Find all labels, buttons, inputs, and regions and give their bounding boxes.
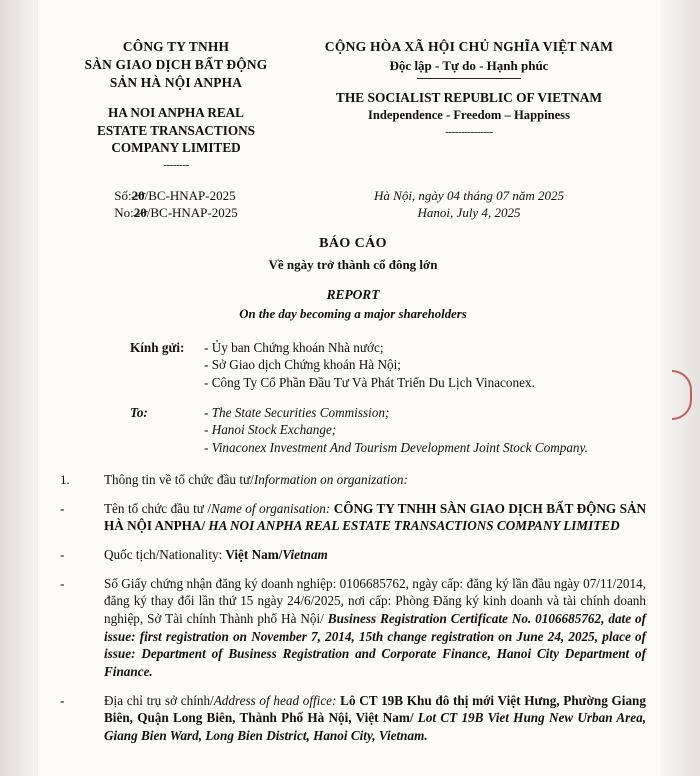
company-name-en-line-3: COMPANY LIMITED [111, 140, 241, 156]
bullet-nationality [60, 546, 646, 564]
date-block [292, 187, 646, 222]
company-name-vn-line-1: CÔNG TY TNHH [122, 39, 230, 54]
national-header-block [292, 38, 646, 177]
recipient-item: - Vinaconex Investment And Tourism Development Joint Stock Company. [204, 440, 588, 456]
bullet-label-vn: Địa chỉ trụ sở chính/ [104, 692, 214, 708]
bullet-dash: - [60, 500, 65, 516]
bullet-value-en: Lot CT 19B Viet Hung New Urban Area, Giang Bien Ward, Long Bien District, Hanoi City, Vietnam. [104, 710, 646, 744]
recipients-label-en: To: [130, 404, 148, 420]
bullet-head-office-address [60, 692, 646, 745]
recipient-item: - Sở Giao dịch Chứng khoán Hà Nội; [204, 357, 401, 373]
reference-number-en: 20 [133, 205, 147, 221]
company-name-vn-line-2: SÀN GIAO DỊCH BẤT ĐỘNG [84, 56, 268, 72]
report-subtitle-en: On the day becoming a major shareholders [239, 306, 467, 321]
title-block [60, 235, 646, 322]
bullet-business-registration [60, 575, 646, 681]
recipient-item: - Ủy ban Chứng khoán Nhà nước; [204, 339, 384, 355]
bullet-value-en: Business Registration Certificate No. 0106685762, date of issue: first registration on November 7, 2014, 15th change registration on June 24, 2025, place of issue: Department of Business Registration and Corporate Finance, Hanoi City Department of Finance. [104, 610, 646, 680]
reference-suffix-en: /BC-HNAP-2025 [146, 205, 238, 221]
bullet-value-vn: Lô CT 19B Khu đô thị mới Việt Hưng, Phường Giang Biên, Quận Long Biên, Thành Phố Hà Nội, Việt Nam/ [104, 692, 646, 726]
recipient-item: - Hanoi Stock Exchange; [204, 422, 337, 438]
recipients-vn [60, 339, 646, 392]
section-1-heading-vn: Thông tin về tổ chức đầu tư/ [104, 471, 254, 487]
header-rule [417, 78, 521, 79]
bullet-label-vn: Tên tổ chức đầu tư / [104, 500, 212, 516]
bullet-value-vn: 0106685762, ngày cấp: đăng ký lần đầu ngày 07/11/2014, đăng ký thay đổi lần thứ 15 ngày 24/6/2025, nơi cấp: Phòng Đăng ký kinh doanh và tài chính doanh nghiệp, Sở Tài chính Thành phố Hà Nội/ [104, 575, 646, 626]
recipients-en [60, 404, 646, 457]
bullet-label-en: Name of organisation: [211, 500, 331, 516]
bullet-dash: - [60, 692, 65, 708]
section-1-heading-en: Information on organization: [253, 471, 408, 487]
document-header [60, 0, 646, 177]
national-title-vn: CỘNG HÒA XÃ HỘI CHỦ NGHĨA VIỆT NAM [324, 39, 614, 54]
national-motto-en: Independence - Freedom – Happiness [368, 107, 570, 122]
company-divider-dots: -------- [163, 158, 189, 171]
recipients-label-vn: Kính gửi: [130, 339, 185, 355]
company-name-vn-line-3: SẢN HÀ NỘI ANPHA [109, 74, 243, 90]
bullet-label-vn: Quốc tịch/Nationality: [104, 546, 223, 562]
reference-number-vn: 20 [131, 187, 145, 203]
reference-numbers [60, 187, 292, 222]
reference-label-vn: Số: [114, 187, 132, 203]
bullet-value-en: HA NOI ANPHA REAL ESTATE TRANSACTIONS COMPANY LIMITED [205, 518, 620, 534]
bullet-organisation-name [60, 500, 646, 535]
bullet-value-vn: CÔNG TY TNHH SÀN GIAO DỊCH BẤT ĐỘNG SẢN HÀ NỘI ANPHA/ [104, 500, 646, 534]
reference-suffix-vn: /BC-HNAP-2025 [144, 187, 236, 203]
recipient-item: - The State Securities Commission; [204, 404, 390, 420]
company-header-block [60, 38, 292, 177]
bullet-value-en: Vietnam [282, 546, 328, 562]
bullet-dash: - [60, 546, 65, 562]
report-subtitle-vn: Về ngày trở thành cổ đông lớn [268, 257, 438, 273]
report-title-vn: BÁO CÁO [319, 236, 387, 252]
date-vn: Hà Nội, ngày 04 tháng 07 năm 2025 [374, 187, 564, 203]
bullet-dash: - [60, 575, 65, 591]
reference-label-en: No: [114, 205, 134, 221]
national-motto-vn: Độc lập - Tự do - Hạnh phúc [389, 58, 549, 74]
bullet-label-vn: Số Giấy chứng nhận đăng ký doanh nghiệp: [104, 575, 337, 591]
section-1 [60, 471, 646, 489]
reference-no-en [114, 204, 238, 221]
company-name-en-line-1: HA NOI ANPHA REAL [108, 104, 244, 120]
report-title-en: REPORT [326, 286, 380, 302]
page-left-shadow [0, 0, 40, 776]
company-name-en-line-2: ESTATE TRANSACTIONS [97, 122, 255, 138]
section-1-number: 1. [60, 471, 70, 487]
date-en: Hanoi, July 4, 2025 [417, 205, 521, 221]
reference-no-vn [114, 187, 238, 204]
bullet-label-en: Address of head office: [213, 692, 337, 708]
bullet-value-vn: Việt Nam/ [222, 546, 283, 562]
document-content [60, 0, 646, 776]
national-title-en: THE SOCIALIST REPUBLIC OF VIETNAM [335, 89, 603, 105]
recipient-item: - Công Ty Cổ Phần Đầu Tư Và Phát Triển Du Lịch Vinaconex. [204, 375, 535, 391]
reference-row [60, 187, 646, 222]
national-divider-dots: --------------- [445, 126, 493, 139]
